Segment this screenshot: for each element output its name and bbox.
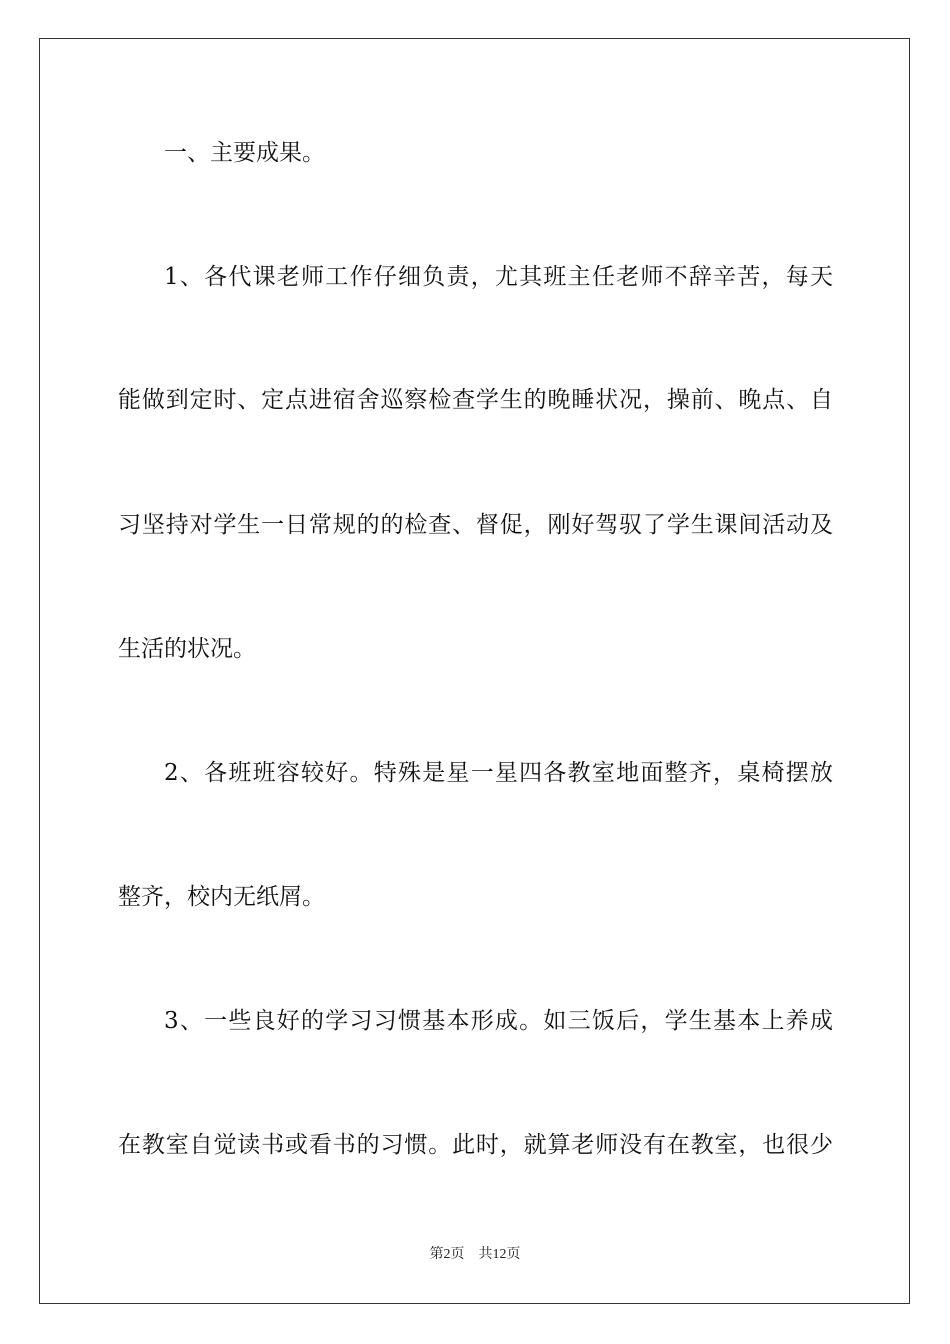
page-border xyxy=(39,38,910,1304)
page-number: 第2页 xyxy=(429,1247,465,1262)
paragraph-line: 习坚持对学生一日常规的的检查、督促，刚好驾驭了学生课间活动及 xyxy=(118,512,833,538)
paragraph-line: 整齐，校内无纸屑。 xyxy=(118,884,325,910)
paragraph-line: 3、一些良好的学习习惯基本形成。如三饭后，学生基本上养成 xyxy=(164,1008,833,1034)
paragraph-line: 能做到定时、定点进宿舍巡察检查学生的晚睡状况，操前、晚点、自 xyxy=(118,387,833,413)
paragraph-line: 在教室自觉读书或看书的习惯。此时，就算老师没有在教室，也很少 xyxy=(118,1132,833,1158)
paragraph-line: 1、各代课老师工作仔细负责，尤其班主任老师不辞辛苦，每天 xyxy=(164,264,833,290)
paragraph-line: 生活的状况。 xyxy=(118,636,256,662)
page-footer xyxy=(0,1246,950,1264)
paragraph-line: 2、各班班容较好。特殊是星一星四各教室地面整齐，桌椅摆放 xyxy=(164,760,833,786)
page-total: 共12页 xyxy=(478,1247,521,1262)
section-heading: 一、主要成果。 xyxy=(164,140,325,166)
